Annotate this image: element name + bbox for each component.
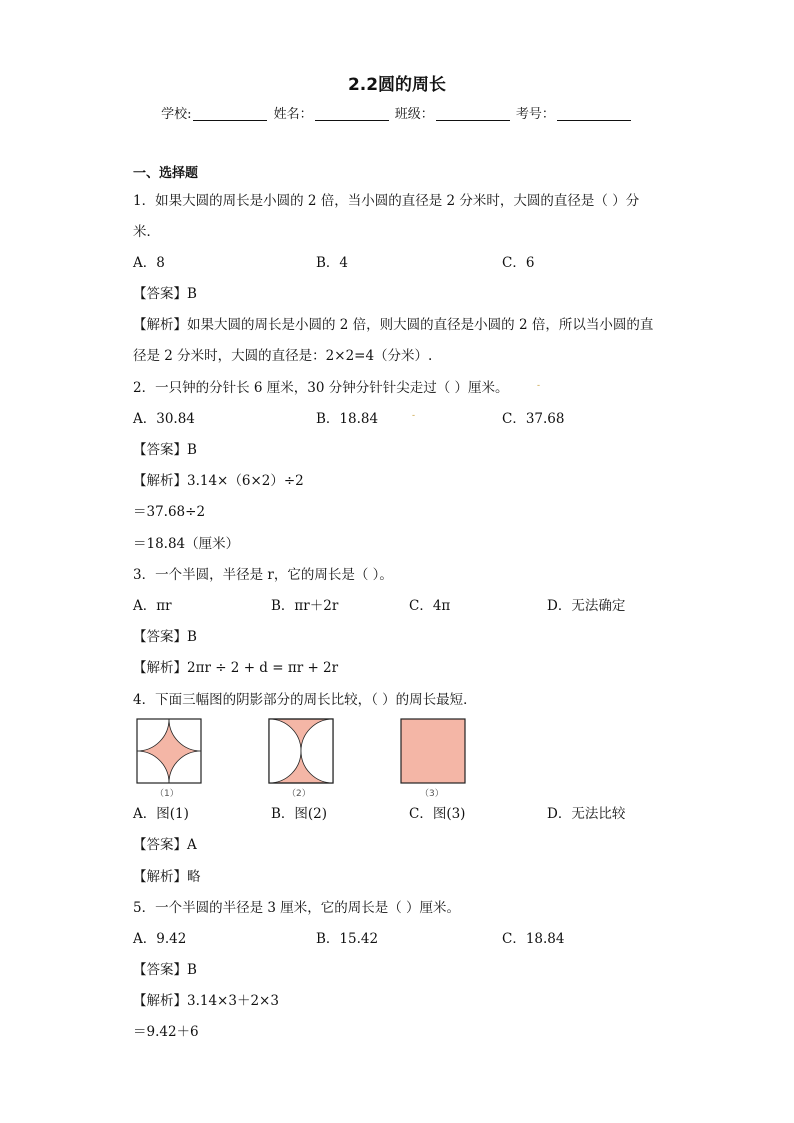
student-info-line xyxy=(0,103,794,122)
q2-analysis-step: ＝37.68÷2 xyxy=(133,504,206,520)
q1-option-b: B．4 xyxy=(316,255,349,271)
q4-analysis: 【解析】略 xyxy=(133,869,201,885)
q3-answer: 【答案】B xyxy=(133,629,197,645)
figure-1-caption: （1） xyxy=(155,789,179,799)
school-label: 学校: xyxy=(161,107,192,122)
q5-option-b: B．15.42 xyxy=(316,931,379,947)
figure-1-four-arcs xyxy=(136,718,202,784)
school-blank[interactable] xyxy=(193,107,267,121)
q2-analysis-result: ＝18.84（厘米） xyxy=(133,536,240,552)
q1-option-c: C．6 xyxy=(502,255,535,271)
q2-analysis: 【解析】3.14×（6×2）÷2 xyxy=(133,473,304,489)
figure-2-two-arcs xyxy=(268,718,334,784)
q2-option-c: C．37.68 xyxy=(502,411,565,427)
q1-analysis: 【解析】如果大圆的周长是小圆的 2 倍，则大圆的直径是小圆的 2 倍，所以当小圆的直 xyxy=(133,317,654,333)
number-blank[interactable] xyxy=(557,107,631,121)
question-1-text-cont: 米． xyxy=(133,224,160,240)
stray-mark: - xyxy=(537,381,541,391)
figure-3-caption: （3） xyxy=(420,789,444,799)
q3-option-b: B．πr＋2r xyxy=(271,598,339,614)
class-blank[interactable] xyxy=(436,107,510,121)
q4-option-c: C．图(3) xyxy=(409,806,466,822)
name-label: 姓名： xyxy=(273,107,313,122)
q4-option-d: D．无法比较 xyxy=(547,806,626,822)
question-2-text: 2．一只钟的分针长 6 厘米，30 分钟分针针尖走过（ ）厘米。 xyxy=(133,380,509,396)
number-label: 考号： xyxy=(515,107,555,122)
q5-analysis-step: ＝9.42＋6 xyxy=(133,1024,199,1040)
stray-mark: - xyxy=(412,411,416,421)
q1-option-a: A．8 xyxy=(133,255,165,271)
figure-3-square xyxy=(400,718,466,784)
question-3-text: 3．一个半圆，半径是 r，它的周长是（ ）。 xyxy=(133,567,393,583)
question-4-text: 4．下面三幅图的阴影部分的周长比较，（ ）的周长最短． xyxy=(133,692,477,708)
figure-2-caption: （2） xyxy=(287,789,311,799)
q5-analysis: 【解析】3.14×3＋2×3 xyxy=(133,993,279,1009)
q3-option-d: D．无法确定 xyxy=(547,598,626,614)
q4-answer: 【答案】A xyxy=(133,837,197,853)
q3-analysis: 【解析】2πr ÷ 2 + d = πr + 2r xyxy=(133,660,339,676)
q5-option-c: C．18.84 xyxy=(502,931,565,947)
q3-option-a: A．πr xyxy=(133,598,172,614)
q5-option-a: A．9.42 xyxy=(133,931,187,947)
name-blank[interactable] xyxy=(315,107,389,121)
q2-option-b: B．18.84 xyxy=(316,411,379,427)
q2-answer: 【答案】B xyxy=(133,442,197,458)
q2-option-a: A．30.84 xyxy=(133,411,195,427)
q1-answer: 【答案】B xyxy=(133,286,197,302)
q1-analysis-cont: 径是 2 分米时，大圆的直径是：2×2=4（分米）. xyxy=(133,348,433,364)
section-heading: 一、选择题 xyxy=(133,166,199,181)
question-1-text: 1．如果大圆的周长是小圆的 2 倍，当小圆的直径是 2 分米时，大圆的直径是（ ）分 xyxy=(133,193,640,209)
question-5-text: 5．一个半圆的半径是 3 厘米，它的周长是（ ）厘米。 xyxy=(133,900,461,916)
q5-answer: 【答案】B xyxy=(133,962,197,978)
q3-option-c: C．4π xyxy=(409,598,451,614)
q4-option-b: B．图(2) xyxy=(271,806,328,822)
class-label: 班级： xyxy=(394,107,434,122)
page-title: 2.2圆的周长 xyxy=(347,75,447,95)
q4-option-a: A．图(1) xyxy=(133,806,189,822)
